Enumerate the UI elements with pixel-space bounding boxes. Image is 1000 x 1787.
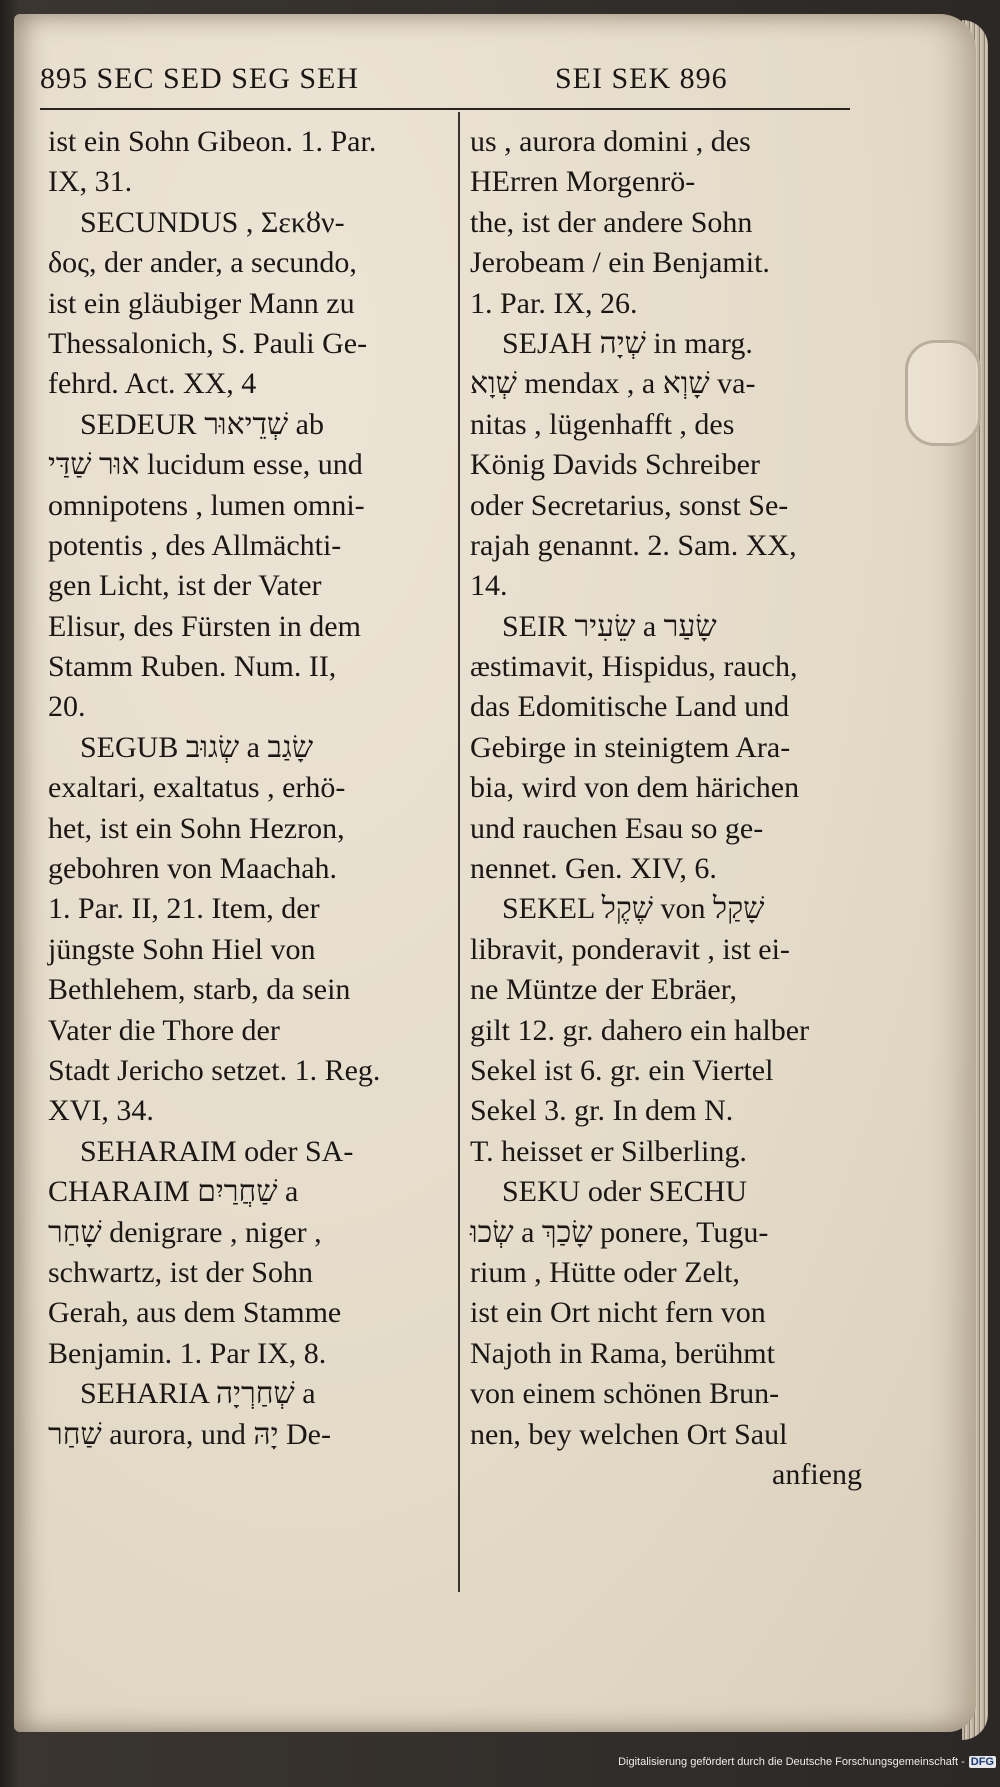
text-line: 14. — [470, 569, 508, 603]
text-line: Vater die Thore der — [48, 1013, 280, 1047]
text-line: nennet. Gen. XIV, 6. — [470, 852, 717, 886]
text-line: gebohren von Maachah. — [48, 852, 338, 886]
text-line: δος, der ander, a secundo, — [48, 246, 357, 280]
text-line: CHARAIM שַׁחֲרַיִם a — [48, 1175, 299, 1209]
text-line: Jerobeam / ein Benjamit. — [470, 246, 770, 280]
text-line: שַׁחַר aurora, und יָהּ De- — [48, 1417, 331, 1451]
text-line: 1. Par. IX, 26. — [470, 286, 638, 320]
text-line: ist ein Ort nicht fern von — [470, 1296, 766, 1330]
text-line: fehrd. Act. XX, 4 — [48, 367, 257, 401]
text-line: Gebirge in steinigtem Ara- — [470, 730, 791, 764]
text-line: us , aurora domini , des — [470, 125, 751, 158]
text-line: SEKEL שֶׁקֶל von שָׁקַל — [502, 892, 765, 926]
text-line: SEHARAIM oder SA- — [80, 1134, 354, 1168]
text-line: the, ist der andere Sohn — [470, 205, 753, 239]
text-line: anfieng — [772, 1457, 862, 1491]
text-line: SEIR שֵׂעִיר a שָׂעַר — [502, 609, 717, 643]
text-line: gilt 12. gr. dahero ein halber — [470, 1013, 810, 1047]
text-line: Sekel ist 6. gr. ein Viertel — [470, 1053, 774, 1087]
column-divider — [458, 112, 460, 1592]
text-line: und rauchen Esau so ge- — [470, 811, 764, 845]
header-rule — [40, 108, 850, 110]
text-line: ist ein gläubiger Mann zu — [48, 286, 355, 320]
text-line: potentis , des Allmächti- — [48, 528, 342, 562]
text-line: Gerah, aus dem Stamme — [48, 1296, 342, 1330]
text-line: omnipotens , lumen omni- — [48, 488, 365, 522]
text-line: gen Licht, ist der Vater — [48, 569, 322, 603]
text-column-right — [470, 122, 862, 1495]
text-line: אוּר שַׁדַּי lucidum esse, und — [48, 448, 363, 482]
text-line: exaltari, exaltatus , erhö- — [48, 771, 346, 805]
text-line: SEDEUR שְׁדֵיאוּר ab — [80, 407, 324, 441]
text-line: SEJAH שְׁיָה in marg. — [502, 326, 753, 360]
text-line: schwartz, ist der Sohn — [48, 1255, 313, 1289]
footer-text: Digitalisierung gefördert durch die Deutsche Forschungsgemeinschaft - — [618, 1756, 965, 1768]
text-line: SEKU oder SECHU — [502, 1175, 747, 1209]
text-line: שְׁוָא mendax , a שָׁוְא va- — [470, 367, 756, 401]
text-line: Stamm Ruben. Num. II, — [48, 650, 337, 684]
text-line: het, ist ein Sohn Hezron, — [48, 811, 345, 845]
text-line: Stadt Jericho setzet. 1. Reg. — [48, 1053, 381, 1087]
text-line: IX, 31. — [48, 165, 133, 199]
running-header-left: 895 SEC SED SEG SEH — [40, 62, 360, 95]
digitization-footer — [600, 1756, 996, 1778]
text-line: Benjamin. 1. Par IX, 8. — [48, 1336, 327, 1370]
text-line: SEGUB שְׂגוּב a שָׂגַב — [80, 730, 314, 764]
text-line: Sekel 3. gr. In dem N. — [470, 1094, 734, 1128]
text-line: XVI, 34. — [48, 1094, 154, 1128]
text-line: rajah genannt. 2. Sam. XX, — [470, 528, 797, 562]
text-line: von einem schönen Brun- — [470, 1377, 780, 1411]
text-line: jüngste Sohn Hiel von — [48, 932, 316, 966]
text-line: 1. Par. II, 21. Item, der — [48, 892, 320, 926]
text-line: Elisur, des Fürsten in dem — [48, 609, 361, 643]
text-line: libravit, ponderavit , ist ei- — [470, 932, 790, 966]
text-line: oder Secretarius, sonst Se- — [470, 488, 789, 522]
bookmark-tab — [905, 340, 981, 446]
text-line: nen, bey welchen Ort Saul — [470, 1417, 788, 1451]
text-line: Bethlehem, starb, da sein — [48, 973, 351, 1007]
text-line: rium , Hütte oder Zelt, — [470, 1255, 740, 1289]
text-line: æstimavit, Hispidus, rauch, — [470, 650, 798, 684]
text-line: das Edomitische Land und — [470, 690, 790, 724]
text-line: שָׁחַר denigrare , niger , — [48, 1215, 322, 1249]
running-header-right: SEI SEK 896 — [555, 62, 728, 95]
text-line: bia, wird von dem härichen — [470, 771, 800, 805]
text-line: nitas , lügenhafft , des — [470, 407, 735, 441]
text-line: Najoth in Rama, berühmt — [470, 1336, 775, 1370]
text-line: ist ein Sohn Gibeon. 1. Par. — [48, 125, 377, 158]
text-line: T. heisset er Silberling. — [470, 1134, 747, 1168]
text-line: 20. — [48, 690, 86, 724]
text-line: ne Müntze der Ebräer, — [470, 973, 737, 1007]
text-line: Thessalonich, S. Pauli Ge- — [48, 326, 368, 360]
text-line: König Davids Schreiber — [470, 448, 760, 482]
text-line: שְׂכוּ a שָׂכַךְ ponere, Tugu- — [470, 1215, 769, 1249]
dfg-badge: DFG — [970, 1756, 994, 1768]
text-column-left — [48, 122, 446, 1455]
text-line: HErren Morgenrö- — [470, 165, 696, 199]
text-line: SECUNDUS , Σεκȣν- — [80, 205, 345, 239]
text-line: SEHARIA שְׁחַרְיָה a — [80, 1377, 316, 1411]
